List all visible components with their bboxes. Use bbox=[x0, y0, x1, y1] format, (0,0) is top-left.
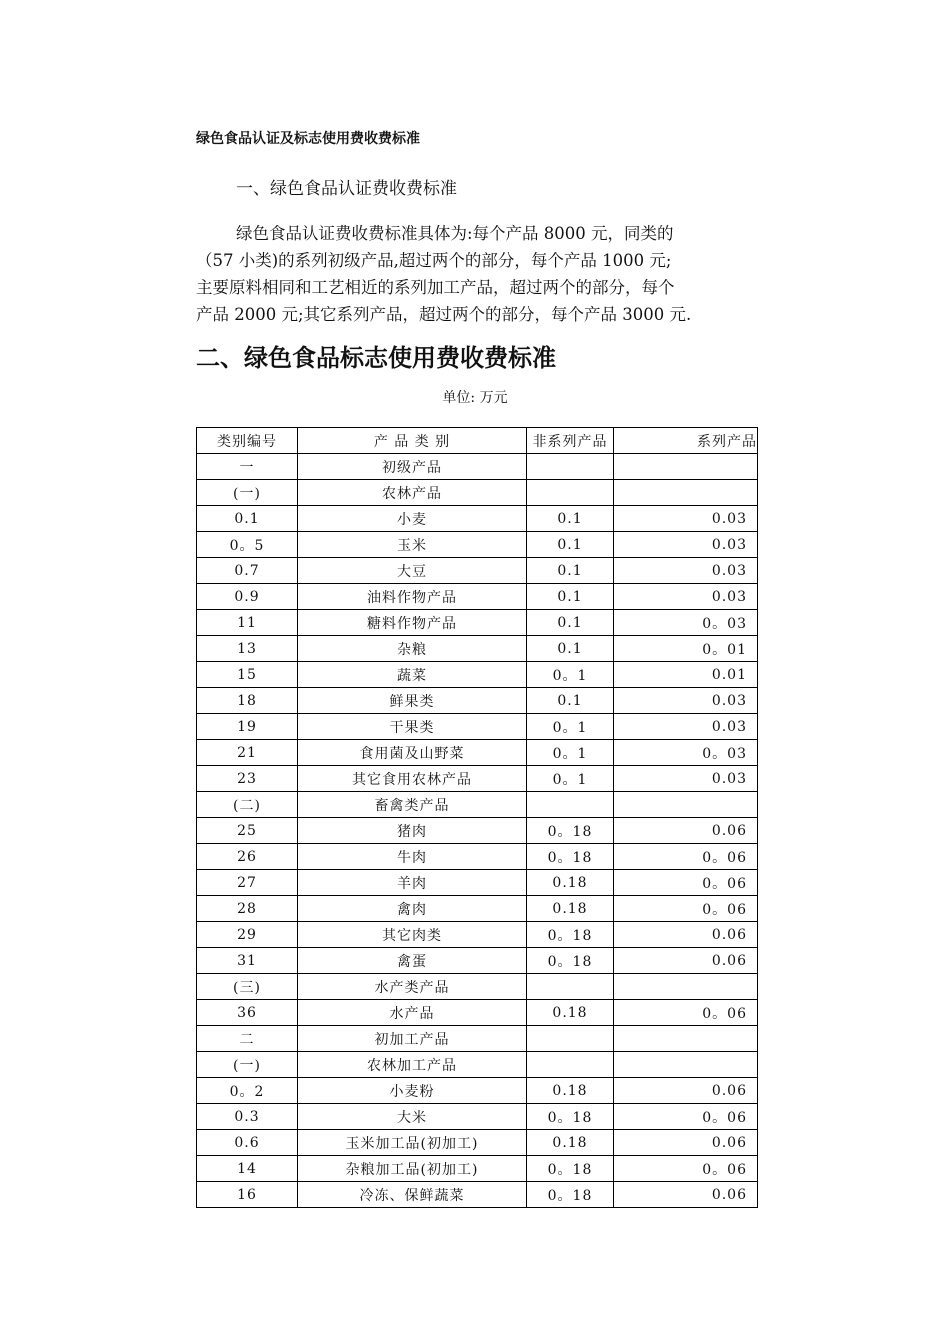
table-row bbox=[197, 1104, 758, 1130]
cell-category-code: (三) bbox=[197, 974, 298, 1000]
table-row bbox=[197, 1156, 758, 1182]
cell-non-series-fee: 0.18 bbox=[527, 1130, 614, 1156]
table-row bbox=[197, 558, 758, 584]
cell-product-category: 禽蛋 bbox=[298, 948, 527, 974]
cell-category-code: 16 bbox=[197, 1182, 298, 1208]
table-row bbox=[197, 688, 758, 714]
header-non-series: 非系列产品 bbox=[527, 428, 614, 454]
cell-series-fee: 0.06 bbox=[614, 948, 758, 974]
cell-non-series-fee: 0.1 bbox=[527, 688, 614, 714]
cell-series-fee bbox=[614, 1052, 758, 1078]
cell-non-series-fee: 0.18 bbox=[527, 896, 614, 922]
cell-category-code: (一) bbox=[197, 480, 298, 506]
table-row bbox=[197, 584, 758, 610]
table-row bbox=[197, 974, 758, 1000]
cell-series-fee: 0.03 bbox=[614, 766, 758, 792]
header-category-code: 类别编号 bbox=[197, 428, 298, 454]
paragraph-line: （57 小类)的系列初级产品,超过两个的部分，每个产品 1000 元; bbox=[196, 251, 672, 270]
cell-category-code: 18 bbox=[197, 688, 298, 714]
table-row bbox=[197, 636, 758, 662]
cell-product-category: 食用菌及山野菜 bbox=[298, 740, 527, 766]
cell-non-series-fee: 0.1 bbox=[527, 532, 614, 558]
cell-product-category: 干果类 bbox=[298, 714, 527, 740]
section1-heading: 一、绿色食品认证费收费标准 bbox=[236, 179, 457, 199]
cell-non-series-fee: 0.1 bbox=[527, 558, 614, 584]
paragraph-line: 绿色食品认证费收费标准具体为:每个产品 8000 元，同类的 bbox=[236, 224, 674, 243]
cell-series-fee: 0。06 bbox=[614, 870, 758, 896]
table-row bbox=[197, 1078, 758, 1104]
table-row bbox=[197, 610, 758, 636]
cell-non-series-fee: 0。1 bbox=[527, 766, 614, 792]
cell-category-code: 0.3 bbox=[197, 1104, 298, 1130]
cell-series-fee: 0.03 bbox=[614, 558, 758, 584]
cell-product-category: 初加工产品 bbox=[298, 1026, 527, 1052]
cell-product-category: 其它食用农林产品 bbox=[298, 766, 527, 792]
table-row bbox=[197, 662, 758, 688]
cell-series-fee bbox=[614, 974, 758, 1000]
cell-non-series-fee: 0。18 bbox=[527, 922, 614, 948]
cell-product-category: 农林加工产品 bbox=[298, 1052, 527, 1078]
cell-product-category: 鲜果类 bbox=[298, 688, 527, 714]
cell-category-code: 0.7 bbox=[197, 558, 298, 584]
cell-category-code: 19 bbox=[197, 714, 298, 740]
cell-non-series-fee: 0.18 bbox=[527, 870, 614, 896]
cell-product-category: 蔬菜 bbox=[298, 662, 527, 688]
table-row bbox=[197, 1182, 758, 1208]
cell-non-series-fee bbox=[527, 1052, 614, 1078]
cell-product-category: 小麦 bbox=[298, 506, 527, 532]
cell-product-category: 羊肉 bbox=[298, 870, 527, 896]
cell-series-fee: 0。03 bbox=[614, 610, 758, 636]
cell-non-series-fee: 0.18 bbox=[527, 1078, 614, 1104]
cell-category-code: (一) bbox=[197, 1052, 298, 1078]
cell-category-code: 36 bbox=[197, 1000, 298, 1026]
cell-series-fee: 0.03 bbox=[614, 714, 758, 740]
fee-table bbox=[196, 427, 758, 1208]
cell-non-series-fee: 0。1 bbox=[527, 662, 614, 688]
cell-series-fee: 0。01 bbox=[614, 636, 758, 662]
cell-product-category: 农林产品 bbox=[298, 480, 527, 506]
cell-category-code: 0.9 bbox=[197, 584, 298, 610]
cell-product-category: 冷冻、保鲜蔬菜 bbox=[298, 1182, 527, 1208]
document-title: 绿色食品认证及标志使用费收费标准 bbox=[196, 131, 420, 147]
cell-non-series-fee: 0.1 bbox=[527, 584, 614, 610]
cell-category-code: 0。2 bbox=[197, 1078, 298, 1104]
cell-non-series-fee: 0。18 bbox=[527, 1182, 614, 1208]
cell-series-fee: 0.06 bbox=[614, 818, 758, 844]
cell-product-category: 牛肉 bbox=[298, 844, 527, 870]
cell-series-fee: 0。06 bbox=[614, 1104, 758, 1130]
table-row bbox=[197, 922, 758, 948]
cell-series-fee: 0.06 bbox=[614, 1182, 758, 1208]
table-row bbox=[197, 844, 758, 870]
unit-label: 单位: 万元 bbox=[442, 390, 508, 406]
cell-product-category: 其它肉类 bbox=[298, 922, 527, 948]
table-row bbox=[197, 792, 758, 818]
cell-category-code: 21 bbox=[197, 740, 298, 766]
cell-series-fee: 0.06 bbox=[614, 1130, 758, 1156]
cell-non-series-fee bbox=[527, 1026, 614, 1052]
cell-non-series-fee bbox=[527, 454, 614, 480]
cell-series-fee: 0。06 bbox=[614, 1000, 758, 1026]
cell-non-series-fee: 0。1 bbox=[527, 740, 614, 766]
table-row bbox=[197, 1052, 758, 1078]
table-row bbox=[197, 870, 758, 896]
header-series: 系列产品 bbox=[614, 428, 758, 454]
cell-non-series-fee: 0.1 bbox=[527, 636, 614, 662]
cell-non-series-fee bbox=[527, 792, 614, 818]
paragraph-line: 主要原料相同和工艺相近的系列加工产品，超过两个的部分，每个 bbox=[196, 278, 675, 297]
cell-category-code: 13 bbox=[197, 636, 298, 662]
cell-category-code: 二 bbox=[197, 1026, 298, 1052]
table-row bbox=[197, 766, 758, 792]
cell-series-fee: 0.06 bbox=[614, 922, 758, 948]
cell-category-code: 25 bbox=[197, 818, 298, 844]
table-row bbox=[197, 948, 758, 974]
cell-product-category: 水产品 bbox=[298, 1000, 527, 1026]
table-row bbox=[197, 506, 758, 532]
cell-product-category: 畜禽类产品 bbox=[298, 792, 527, 818]
cell-category-code: 26 bbox=[197, 844, 298, 870]
cell-non-series-fee bbox=[527, 480, 614, 506]
section2-heading: 二、绿色食品标志使用费收费标准 bbox=[196, 344, 556, 372]
cell-category-code: 0.6 bbox=[197, 1130, 298, 1156]
cell-category-code: (二) bbox=[197, 792, 298, 818]
cell-series-fee: 0。03 bbox=[614, 740, 758, 766]
table-row bbox=[197, 1026, 758, 1052]
cell-category-code: 23 bbox=[197, 766, 298, 792]
cell-category-code: 一 bbox=[197, 454, 298, 480]
cell-series-fee: 0。06 bbox=[614, 1156, 758, 1182]
cell-series-fee: 0.06 bbox=[614, 1078, 758, 1104]
table-row bbox=[197, 1130, 758, 1156]
cell-series-fee: 0.03 bbox=[614, 688, 758, 714]
table-row bbox=[197, 532, 758, 558]
cell-product-category: 水产类产品 bbox=[298, 974, 527, 1000]
header-product-category: 产 品 类 别 bbox=[298, 428, 527, 454]
cell-category-code: 0。5 bbox=[197, 532, 298, 558]
cell-category-code: 11 bbox=[197, 610, 298, 636]
cell-category-code: 28 bbox=[197, 896, 298, 922]
cell-product-category: 小麦粉 bbox=[298, 1078, 527, 1104]
cell-series-fee bbox=[614, 480, 758, 506]
cell-category-code: 0.1 bbox=[197, 506, 298, 532]
cell-non-series-fee: 0。18 bbox=[527, 948, 614, 974]
table-row bbox=[197, 1000, 758, 1026]
cell-product-category: 大米 bbox=[298, 1104, 527, 1130]
cell-series-fee: 0。06 bbox=[614, 844, 758, 870]
cell-non-series-fee: 0。18 bbox=[527, 818, 614, 844]
cell-series-fee: 0.03 bbox=[614, 584, 758, 610]
cell-category-code: 27 bbox=[197, 870, 298, 896]
cell-non-series-fee: 0.1 bbox=[527, 506, 614, 532]
cell-series-fee bbox=[614, 454, 758, 480]
cell-non-series-fee: 0。1 bbox=[527, 714, 614, 740]
cell-product-category: 玉米加工品(初加工) bbox=[298, 1130, 527, 1156]
cell-product-category: 禽肉 bbox=[298, 896, 527, 922]
cell-non-series-fee: 0.1 bbox=[527, 610, 614, 636]
cell-product-category: 初级产品 bbox=[298, 454, 527, 480]
table-row bbox=[197, 454, 758, 480]
cell-series-fee: 0.01 bbox=[614, 662, 758, 688]
cell-category-code: 29 bbox=[197, 922, 298, 948]
cell-category-code: 15 bbox=[197, 662, 298, 688]
table-header-row bbox=[197, 428, 758, 454]
table-row bbox=[197, 714, 758, 740]
cell-non-series-fee: 0。18 bbox=[527, 1156, 614, 1182]
cell-non-series-fee bbox=[527, 974, 614, 1000]
cell-product-category: 油料作物产品 bbox=[298, 584, 527, 610]
cell-product-category: 玉米 bbox=[298, 532, 527, 558]
table-row bbox=[197, 480, 758, 506]
cell-non-series-fee: 0.18 bbox=[527, 1000, 614, 1026]
cell-series-fee: 0.03 bbox=[614, 506, 758, 532]
cell-non-series-fee: 0。18 bbox=[527, 1104, 614, 1130]
cell-series-fee bbox=[614, 792, 758, 818]
cell-series-fee: 0。06 bbox=[614, 896, 758, 922]
cell-series-fee: 0.03 bbox=[614, 532, 758, 558]
cell-category-code: 31 bbox=[197, 948, 298, 974]
cell-series-fee bbox=[614, 1026, 758, 1052]
table-row bbox=[197, 818, 758, 844]
cell-product-category: 杂粮 bbox=[298, 636, 527, 662]
table-row bbox=[197, 740, 758, 766]
cell-product-category: 糖料作物产品 bbox=[298, 610, 527, 636]
cell-non-series-fee: 0。18 bbox=[527, 844, 614, 870]
cell-category-code: 14 bbox=[197, 1156, 298, 1182]
paragraph-line: 产品 2000 元;其它系列产品，超过两个的部分，每个产品 3000 元. bbox=[196, 305, 692, 324]
cell-product-category: 大豆 bbox=[298, 558, 527, 584]
cell-product-category: 杂粮加工品(初加工) bbox=[298, 1156, 527, 1182]
cell-product-category: 猪肉 bbox=[298, 818, 527, 844]
section1-paragraph bbox=[196, 220, 756, 328]
table-row bbox=[197, 896, 758, 922]
